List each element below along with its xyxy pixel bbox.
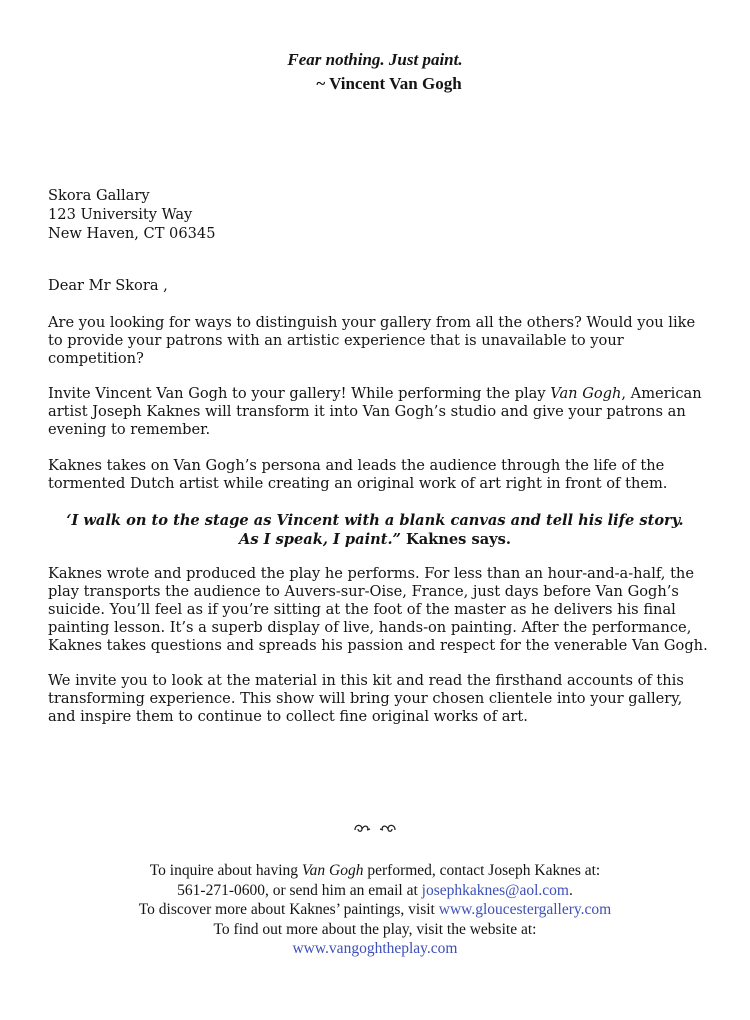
contact-text: To inquire about having bbox=[149, 862, 302, 879]
paragraph-line: transforming experience. This show will bring your chosen clientele into your gallery, bbox=[48, 690, 683, 707]
epigraph-author: ~ Vincent Van Gogh bbox=[316, 74, 462, 93]
contact-line-2 bbox=[0, 881, 750, 901]
paragraph-line: Kaknes takes on Van Gogh’s persona and leads the audience through the life of the bbox=[48, 457, 665, 474]
pull-quote-attribution: Kaknes says. bbox=[400, 531, 511, 548]
epigraph-quote-text: Fear nothing. Just paint. bbox=[287, 50, 463, 69]
paragraph-line: to provide your patrons with an artistic experience that is unavailable to your bbox=[48, 332, 624, 349]
paragraph-5 bbox=[48, 565, 708, 655]
contact-text: performed, contact Joseph Kaknes at: bbox=[363, 862, 601, 879]
paragraph-line: evening to remember. bbox=[48, 421, 211, 438]
pull-quote-line bbox=[0, 511, 750, 530]
paragraph-line: competition? bbox=[48, 350, 144, 367]
paragraph-line: Kaknes wrote and produced the play he performs. For less than an hour-and-a-half, the bbox=[48, 565, 694, 582]
epigraph-quote bbox=[0, 49, 750, 71]
paragraph-6 bbox=[48, 672, 708, 726]
paragraph-2 bbox=[48, 385, 708, 439]
paragraph-line: Are you looking for ways to distinguish your gallery from all the others? Would you like bbox=[48, 314, 696, 331]
paragraph-line: painting lesson. It’s a superb display of live, hands-on painting. After the performance, bbox=[48, 619, 692, 636]
email-link[interactable]: josephkaknes@aol.com bbox=[421, 881, 569, 899]
pull-quote bbox=[0, 511, 750, 549]
pull-quote-text: ‘I walk on to the stage as Vincent with a blank canvas and tell his life story. bbox=[66, 512, 684, 529]
contact-text: 561-271-0600, or send him an email at bbox=[177, 881, 422, 899]
paragraph-line: tormented Dutch artist while creating an original work of art right in front of them. bbox=[48, 475, 668, 492]
play-title: Van Gogh bbox=[550, 385, 622, 402]
contact-line-5 bbox=[0, 939, 750, 959]
play-title: Van Gogh bbox=[301, 862, 364, 879]
paragraph-3 bbox=[48, 457, 708, 493]
play-website-link[interactable]: www.vangoghtheplay.com bbox=[292, 940, 458, 957]
paragraph-line: and inspire them to continue to collect fine original works of art. bbox=[48, 708, 528, 725]
paragraph-line: artist Joseph Kaknes will transform it into Van Gogh’s studio and give your patrons an bbox=[48, 403, 686, 420]
pull-quote-line bbox=[0, 530, 750, 549]
ornament-divider-icon bbox=[0, 822, 750, 838]
paragraph-text: Invite Vincent Van Gogh to your gallery! While performing the play bbox=[48, 385, 551, 402]
paragraph-line: play transports the audience to Auvers-sur-Oise, France, just days before Van Gogh’s bbox=[48, 583, 679, 600]
salutation: Dear Mr Skora , bbox=[48, 277, 168, 294]
paragraph-1 bbox=[48, 314, 708, 368]
contact-line-1 bbox=[0, 861, 750, 881]
contact-text: To discover more about Kaknes’ paintings, visit bbox=[138, 901, 439, 918]
address-line-2: 123 University Way bbox=[48, 206, 193, 223]
pull-quote-text: As I speak, I paint.” bbox=[239, 531, 401, 548]
paragraph-line: suicide. You’ll feel as if you’re sitting at the foot of the master as he delivers his final bbox=[48, 601, 676, 618]
contact-line-4: To find out more about the play, visit the website at: bbox=[213, 920, 537, 938]
address-line-3: New Haven, CT 06345 bbox=[48, 225, 216, 242]
contact-line-3 bbox=[0, 900, 750, 920]
address-line-1: Skora Gallary bbox=[48, 187, 150, 204]
contact-text: . bbox=[568, 881, 573, 899]
recipient-address bbox=[48, 186, 216, 243]
paragraph-line: Kaknes takes questions and spreads his passion and respect for the venerable Van Gogh. bbox=[48, 637, 708, 654]
contact-info bbox=[0, 861, 750, 959]
paragraph-line bbox=[48, 385, 708, 403]
paragraph-text: , American bbox=[621, 385, 702, 402]
gallery-website-link[interactable]: www.gloucestergallery.com bbox=[438, 901, 612, 918]
paragraph-line: We invite you to look at the material in this kit and read the firsthand accounts of this bbox=[48, 672, 684, 689]
ornament-icon bbox=[353, 822, 397, 834]
